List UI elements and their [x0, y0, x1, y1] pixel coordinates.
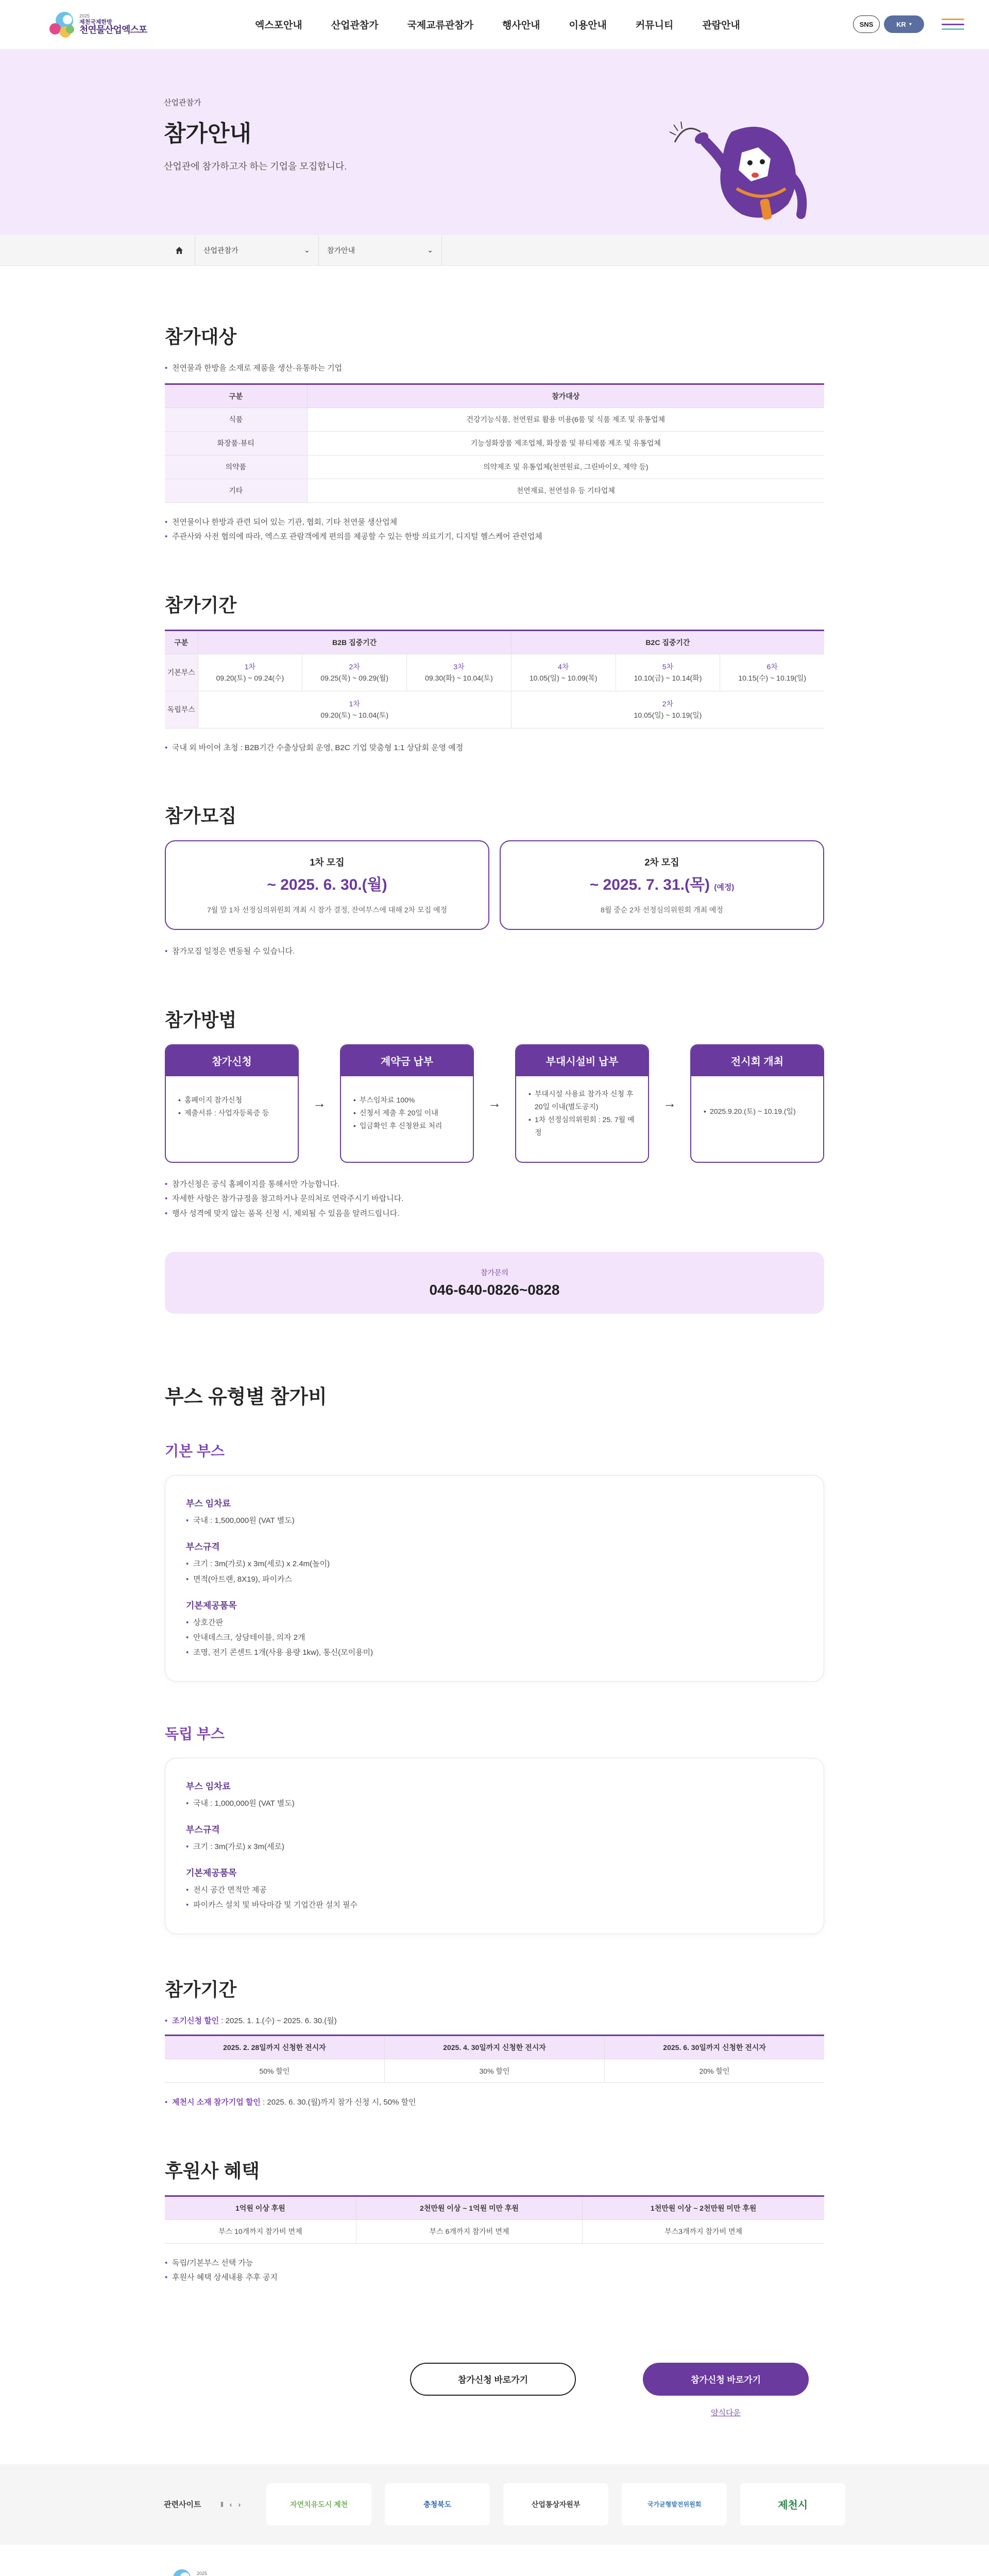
table-row: [165, 479, 824, 502]
related-banner[interactable]: 국가균형발전위원회: [622, 2483, 727, 2526]
logo-year: 2025: [197, 2570, 208, 2576]
round-label: 2차: [349, 662, 360, 671]
table-header: 2025. 6. 30일까지 신청한 전시자: [605, 2036, 824, 2059]
discount-value: 50% 할인: [165, 2059, 384, 2083]
table-header: 1천만원 이상 ~ 2천만원 미만 후원: [583, 2196, 824, 2219]
section-title: 참가대상: [165, 326, 237, 347]
period-cell: [198, 691, 511, 728]
recruit-name: 2차 모집: [644, 857, 679, 868]
section-title: 참가기간: [165, 594, 237, 616]
step-item: • 부대시설 사용료 참가자 신청 후 20일 이내(별도공지): [528, 1088, 638, 1113]
language-button[interactable]: [884, 15, 924, 33]
site-header: [0, 0, 989, 49]
breadcrumb-label: 참가안내: [327, 246, 355, 255]
breadcrumb: [0, 235, 989, 266]
view-apply-button[interactable]: 참가신청 바로가기: [410, 2363, 576, 2396]
sns-button[interactable]: SNS: [853, 15, 880, 33]
recruit-date: ~ 2025. 6. 30.(월): [267, 876, 387, 893]
nav-item-visitor[interactable]: 관람안내: [702, 20, 740, 31]
target-intro: • 천연물과 한방을 소재로 제품을 생산·유통하는 기업: [165, 361, 824, 376]
nav-item-international[interactable]: 국제교류관참가: [407, 20, 474, 31]
table-header: 2025. 4. 30일까지 신청한 전시자: [384, 2036, 604, 2059]
round-label: 6차: [766, 662, 778, 671]
step-title: 참가신청: [166, 1045, 298, 1076]
row-value: 건강기능식품, 천연원료 활용 미용(6품 및 식품 제조 및 유통업체: [307, 408, 824, 431]
related-banner[interactable]: 충청북도: [385, 2483, 490, 2526]
section-title: 참가방법: [165, 1009, 237, 1030]
discount-note-key: 제천시 소재 참가기업 할인: [172, 2098, 261, 2107]
step-title: 전시회 개최: [691, 1045, 823, 1076]
contact-number[interactable]: 046-640-0826~0828: [429, 1282, 560, 1298]
booth-item: • 크기 : 3m(가로) x 3m(세로): [186, 1839, 803, 1854]
main-nav: [255, 18, 740, 31]
nav-item-community[interactable]: 커뮤니티: [635, 20, 674, 31]
booth-type-title: 독립 부스: [165, 1725, 225, 1742]
round-date: 09.20(토) ~ 09.24(수): [216, 674, 284, 682]
period-cell: [302, 654, 407, 691]
section-target: [165, 323, 824, 545]
slider-controls: [220, 2500, 241, 2509]
row-label: 독립부스: [165, 691, 198, 728]
row-label: 식품: [165, 408, 307, 431]
discount-note-value: : 2025. 1. 1.(수) ~ 2025. 6. 30.(월): [219, 2016, 337, 2025]
site-logo[interactable]: [46, 10, 170, 40]
recruit-name: 1차 모집: [310, 857, 345, 868]
booth-item: • 파이카스 설치 및 바닥마감 및 기업간판 설치 필수: [186, 1897, 803, 1912]
sponsor-value: 부스 6개까지 참가비 면제: [356, 2219, 583, 2243]
discount-note: [165, 2014, 824, 2029]
table-header: 2천만원 이상 ~ 1억원 미만 후원: [356, 2196, 583, 2219]
breadcrumb-dropdown-category[interactable]: [195, 235, 318, 266]
sponsor-note: • 독립/기본부스 선택 가능: [165, 2256, 824, 2271]
table-header: 구분: [165, 384, 307, 408]
period-cell: [198, 654, 302, 691]
breadcrumb-dropdown-page[interactable]: [318, 235, 442, 266]
row-label: 기본부스: [165, 654, 198, 691]
booth-group-title: 기본제공품목: [186, 1600, 237, 1611]
related-banner[interactable]: 자연치유도시 제천: [266, 2483, 371, 2526]
table-row: [165, 2059, 824, 2083]
breadcrumb-label: 산업관참가: [203, 246, 238, 255]
round-date: 10.05(일) ~ 10.19(일): [634, 711, 702, 719]
logo-emblem: [164, 2567, 194, 2576]
nav-item-events[interactable]: 행사안내: [502, 20, 540, 31]
section-discount: [165, 1975, 824, 2110]
arrow-right-icon: →: [488, 1095, 501, 1111]
booth-item: • 전시 공간 면적만 제공: [186, 1883, 803, 1897]
discount-note: [165, 2095, 824, 2110]
step-card-apply: [165, 1044, 299, 1163]
period-cell: [616, 654, 720, 691]
booth-item: • 크기 : 3m(가로) x 3m(세로) x 2.4m(높이): [186, 1556, 803, 1571]
row-label: 의약품: [165, 455, 307, 479]
next-icon[interactable]: ›: [238, 2500, 241, 2509]
hero-eyebrow: 산업관참가: [164, 98, 201, 107]
mascot-illustration: [664, 111, 819, 235]
booth-item: • 안내데스크, 상담테이블, 의자 2개: [186, 1630, 803, 1645]
sponsor-table: [165, 2195, 824, 2244]
chevron-down-icon: ⌄: [304, 246, 310, 254]
related-banner[interactable]: 산업통상자원부: [503, 2483, 608, 2526]
table-header: 1억원 이상 후원: [165, 2196, 356, 2219]
round-label: 5차: [662, 662, 674, 671]
target-note: • 주관사와 사전 협의에 따라, 엑스포 관람객에게 편의를 제공할 수 있는 한방 의료기기, 디지털 헬스케어 관련업체: [165, 530, 824, 545]
booth-card-basic: [165, 1475, 824, 1682]
section-method: [165, 1006, 824, 1314]
table-header: B2B 집중기간: [198, 630, 511, 654]
prev-icon[interactable]: ‹: [229, 2500, 232, 2509]
header-utilities: [853, 15, 964, 33]
table-row: [165, 431, 824, 455]
period-cell: [407, 654, 511, 691]
footer-logo[interactable]: [164, 2567, 825, 2576]
round-date: 10.05(일) ~ 10.09(목): [529, 674, 598, 682]
row-label: 화장품·뷰티: [165, 431, 307, 455]
page-hero: [0, 49, 989, 235]
round-date: 10.15(수) ~ 10.19(일): [738, 674, 807, 682]
table-row: [165, 691, 824, 728]
section-title: 후원사 혜택: [165, 2160, 260, 2181]
nav-item-expo-info[interactable]: 엑스포안내: [255, 20, 302, 31]
period-cell: [720, 654, 824, 691]
table-row: [165, 408, 824, 431]
booth-item: • 상호간판: [186, 1615, 803, 1630]
apply-button[interactable]: 참가신청 바로가기: [643, 2363, 809, 2396]
section-title: 참가기간: [165, 1978, 237, 2000]
booth-group-title: 부스 임차료: [186, 1781, 231, 1791]
logo-title: 천연물산업엑스포: [79, 24, 147, 35]
booth-group-title: 부스규격: [186, 1824, 220, 1835]
step-card-deposit: [340, 1044, 474, 1163]
logo-emblem: [46, 10, 76, 40]
period-table: [165, 630, 824, 728]
site-footer: [0, 2545, 989, 2576]
table-header: 2025. 2. 28일까지 신청한 전시자: [165, 2036, 384, 2059]
sponsor-value: 부스 10개까지 참가비 면제: [165, 2219, 356, 2243]
chevron-down-icon: ▾: [909, 21, 912, 27]
contact-label: 참가문의: [480, 1268, 509, 1277]
round-date: 09.20(토) ~ 10.04(토): [320, 711, 389, 719]
step-card-facility: [515, 1044, 649, 1163]
method-note: • 참가신청은 공식 홈페이지를 통해서만 가능합니다.: [165, 1177, 824, 1192]
row-value: 천연재료, 천연섬유 등 기타업체: [307, 479, 824, 502]
target-note: • 천연물이나 한방과 관련 되어 있는 기관, 협회, 기타 천연물 생산업체: [165, 515, 824, 530]
method-note: • 행사 성격에 맞지 않는 품목 신청 시, 제외될 수 있음을 알려드립니다.: [165, 1207, 824, 1222]
recruit-desc: 7월 말 1차 선정심의위원회 개최 시 참가 결정, 잔여부스에 대해 2차 모집 예정: [207, 906, 448, 914]
step-item: • 입금확인 후 신청완료 처리: [353, 1120, 463, 1132]
booth-group-title: 부스규격: [186, 1542, 220, 1552]
arrow-right-icon: →: [313, 1095, 326, 1111]
booth-group-title: 기본제공품목: [186, 1868, 237, 1878]
booth-item: • 조명, 전기 콘센트 1개(사용 용량 1kw), 통신(모이용미): [186, 1645, 803, 1660]
discount-table: [165, 2035, 824, 2083]
step-item: • 신청서 제출 후 20일 이내: [353, 1107, 463, 1120]
page-description: 산업관에 참가하고자 하는 기업을 모집합니다.: [164, 161, 347, 172]
related-banner[interactable]: 제천시: [740, 2483, 845, 2526]
recruit-note: • 참가모집 일정은 변동될 수 있습니다.: [165, 944, 824, 959]
discount-note-value: : 2025. 6. 30.(월)까지 참가 신청 시, 50% 할인: [260, 2098, 416, 2107]
contact-box: [165, 1252, 824, 1314]
period-cell: [511, 691, 824, 728]
section-period: [165, 591, 824, 756]
menu-icon[interactable]: [942, 15, 964, 33]
page-title: 참가안내: [164, 121, 252, 146]
table-row: [165, 2219, 824, 2243]
section-recruit: [165, 802, 824, 959]
logo-year: 2025: [79, 13, 90, 19]
target-table: [165, 383, 824, 503]
recruit-card-2: [500, 840, 824, 930]
round-label: 1차: [244, 662, 256, 671]
table-header: B2C 집중기간: [511, 630, 824, 654]
round-label: 4차: [558, 662, 569, 671]
step-card-exhibition: [690, 1044, 824, 1163]
nav-item-industry[interactable]: 산업관참가: [331, 20, 379, 31]
row-value: 의약제조 및 유통업체(천연원료, 그린바이오, 제약 등): [307, 455, 824, 479]
related-sites-label: 관련사이트: [164, 2500, 201, 2509]
form-download-link[interactable]: 양식다운: [711, 2408, 741, 2417]
arrow-right-icon: →: [663, 1095, 676, 1111]
step-item: • 부스임차료 100%: [353, 1094, 463, 1107]
round-date: 10.10(금) ~ 10.14(화): [634, 674, 702, 682]
related-sites: [0, 2464, 989, 2545]
table-header: 구분: [165, 630, 198, 654]
step-item: • 홈페이지 참가신청: [178, 1094, 287, 1107]
round-label: 3차: [453, 662, 465, 671]
sponsor-note: • 후원사 혜택 상세내용 추후 공지: [165, 2270, 824, 2285]
section-title: 부스 유형별 참가비: [165, 1386, 327, 1408]
booth-item: • 면적(아트랜, 8X19), 파이카스: [186, 1572, 803, 1587]
chevron-down-icon: ⌄: [427, 246, 433, 254]
language-label: KR: [896, 20, 906, 28]
round-label: 2차: [662, 699, 674, 708]
section-title: 참가모집: [165, 805, 237, 826]
step-item: • 2025.9.20.(토) ~ 10.19.(일): [704, 1105, 813, 1118]
discount-value: 30% 할인: [384, 2059, 604, 2083]
discount-note-key: 조기신청 할인: [172, 2016, 219, 2025]
round-date: 09.25(목) ~ 09.29(월): [320, 674, 389, 682]
booth-card-independent: [165, 1758, 824, 1934]
step-title: 계약금 납부: [341, 1045, 473, 1076]
period-note: • 국내 외 바이어 초청 : B2B기간 수출상담회 운영, B2C 기업 맞춤형 1:1 상담회 운영 예정: [165, 741, 824, 756]
booth-item: • 국내 : 1,500,000원 (VAT 별도): [186, 1513, 803, 1528]
recruit-desc: 8월 중순 2차 선정심의위원회 개최 예정: [601, 906, 723, 914]
logo-subtitle: 제천국제한방: [79, 19, 112, 25]
section-sponsor: [165, 2157, 824, 2418]
round-label: 1차: [349, 699, 360, 708]
action-buttons: [165, 2363, 809, 2418]
step-item: • 1차 선정심의위원회 : 25. 7월 예정: [528, 1113, 638, 1139]
recruit-card-1: [165, 840, 489, 930]
method-note: • 자세한 사항은 참가규정을 참고하거나 문의처로 연락주시기 바랍니다.: [165, 1192, 824, 1207]
booth-group-title: 부스 임차료: [186, 1499, 231, 1509]
nav-item-usage[interactable]: 이용안내: [569, 20, 607, 31]
method-steps: [165, 1044, 824, 1163]
section-fee: [165, 1381, 824, 1934]
row-value: 기능성화장품 제조업체, 화장품 및 뷰티제품 제조 및 유통업체: [307, 431, 824, 455]
discount-value: 20% 할인: [605, 2059, 824, 2083]
step-item: • 제출서류 : 사업자등록증 등: [178, 1107, 287, 1120]
table-header: 참가대상: [307, 384, 824, 408]
booth-type-title: 기본 부스: [165, 1443, 225, 1459]
period-cell: [511, 654, 616, 691]
round-date: 09.30(화) ~ 10.04(토): [425, 674, 493, 682]
booth-item: • 국내 : 1,000,000원 (VAT 별도): [186, 1796, 803, 1811]
table-row: [165, 654, 824, 691]
recruit-deadline: [590, 872, 735, 894]
recruit-deadline: [267, 872, 387, 894]
main-content: [165, 266, 824, 2418]
sponsor-value: 부스3개까지 참가비 면제: [583, 2219, 824, 2243]
row-label: 기타: [165, 479, 307, 502]
home-icon[interactable]: [164, 235, 195, 266]
table-row: [165, 455, 824, 479]
recruit-date: ~ 2025. 7. 31.(목): [589, 876, 710, 893]
pause-icon[interactable]: ‖: [220, 2500, 224, 2509]
recruit-tag: (예정): [714, 883, 735, 892]
step-title: 부대시설비 납부: [516, 1045, 648, 1076]
